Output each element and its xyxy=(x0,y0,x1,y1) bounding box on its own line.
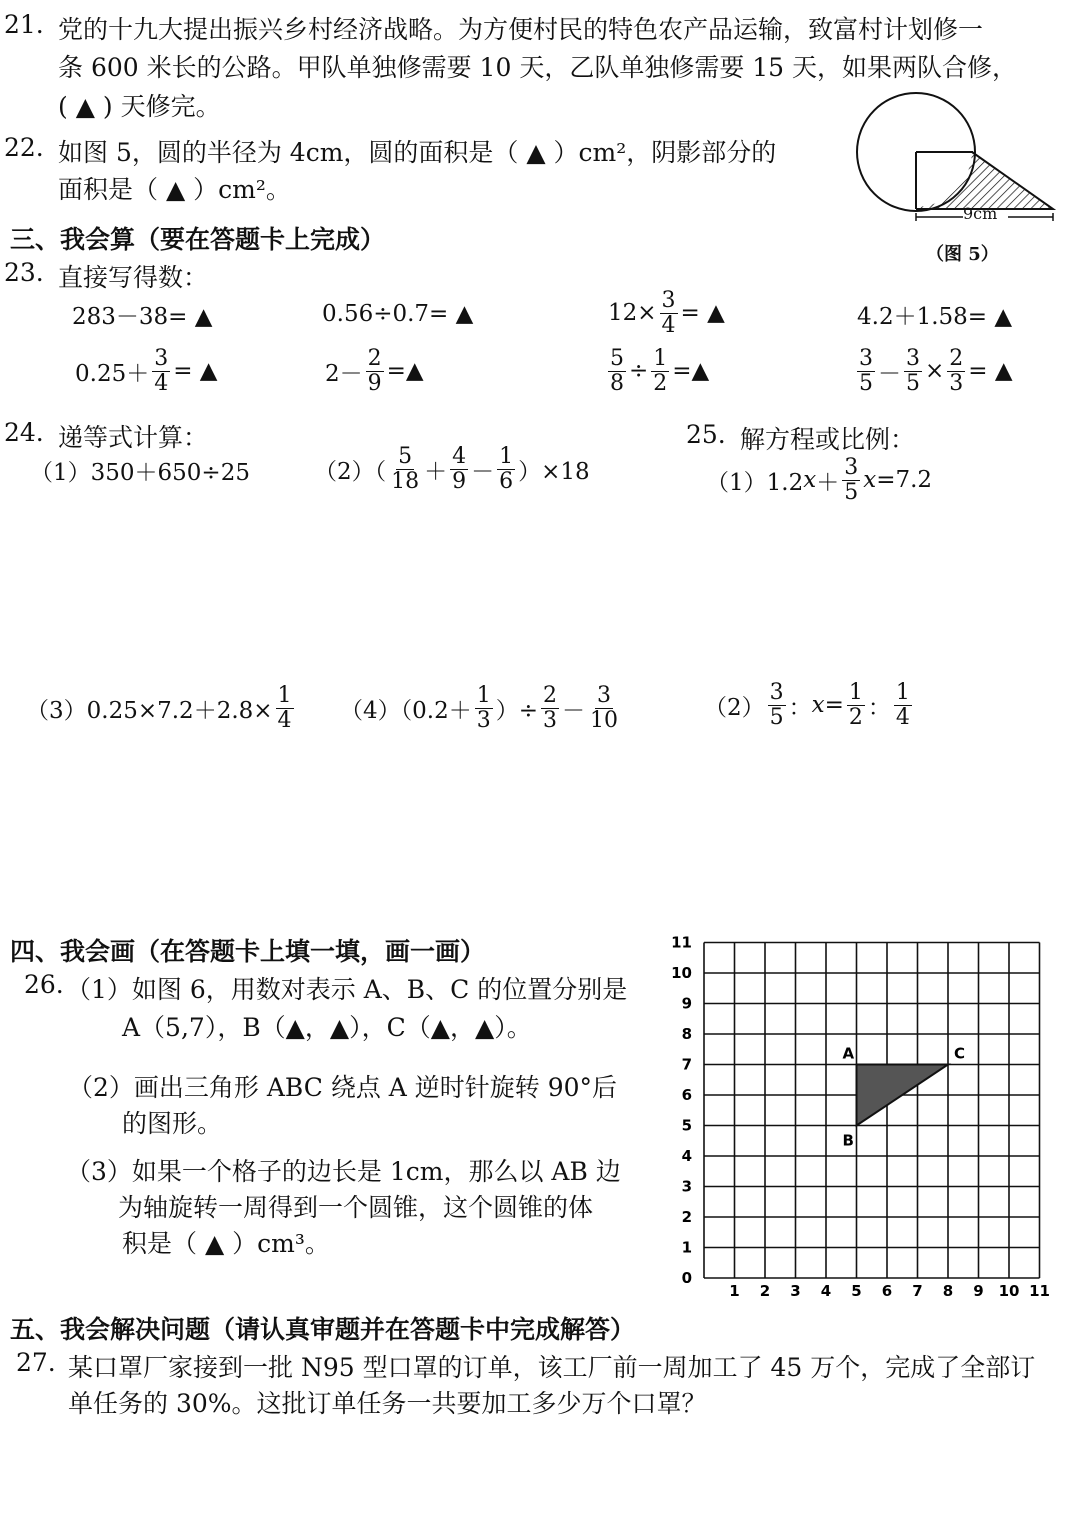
grid-x-label: 5 xyxy=(851,1282,862,1300)
q23-title: 直接写得数： xyxy=(58,263,209,292)
section-3-title: 三、我会算（要在答题卡上完成） xyxy=(10,225,386,254)
grid-y-label: 5 xyxy=(681,1116,692,1135)
q22-line2: 面积是（ ▲ ）cm²。 xyxy=(58,175,291,204)
q26-part2-line1: （2）画出三角形 ABC 绕点 A 逆时针旋转 90°后 xyxy=(68,1073,618,1102)
grid-y-label: 7 xyxy=(681,1055,692,1074)
q23-expr-7: $\frac{5}{8}$ ÷ $\frac{1}{2}$ =▲ xyxy=(610,345,710,396)
q23-expr-2: 0.56÷0.7= ▲ xyxy=(322,301,474,327)
q24-part-1: （1）350＋650÷25 xyxy=(30,459,250,486)
grid-y-label: 3 xyxy=(681,1177,692,1196)
q21-line1: 党的十九大提出振兴乡村经济战略。为方便村民的特色农产品运输，致富村计划修一 xyxy=(58,15,984,44)
fig5-dimension-label: 9cm xyxy=(963,204,998,223)
point-label-b: B xyxy=(842,1131,854,1150)
q26-part3-line3: 积是（ ▲ ）cm³。 xyxy=(122,1229,330,1258)
grid-y-label: 0 xyxy=(681,1269,692,1287)
q21-line2: 条 600 米长的公路。甲队单独修需要 10 天，乙队单独修需要 15 天，如果两队合修， xyxy=(58,53,1018,82)
q26-part3-line2: 为轴旋转一周得到一个圆锥，这个圆锥的体 xyxy=(118,1193,594,1222)
grid-y-label: 8 xyxy=(681,1025,692,1043)
q23-expr-8: $\frac{3}{5}$ － $\frac{3}{5}$ × $\frac{2}{3}$ = ▲ xyxy=(859,345,1013,396)
q24-title: 递等式计算： xyxy=(58,423,209,452)
q23-expr-1: 283－38= ▲ xyxy=(72,303,213,330)
q23-expr-4: 4.2＋1.58= ▲ xyxy=(857,303,1013,330)
q27-number: 27. xyxy=(16,1348,56,1377)
q23-expr-3: 12× $\frac{3}{4}$ = ▲ xyxy=(608,287,725,338)
grid-x-label: 2 xyxy=(759,1282,771,1300)
grid-x-label: 1 xyxy=(729,1282,740,1300)
point-label-c: C xyxy=(954,1044,966,1063)
q24-number: 24. xyxy=(4,418,44,447)
grid-x-label: 7 xyxy=(912,1282,923,1300)
grid-x-label: 6 xyxy=(881,1282,893,1300)
q25-title: 解方程或比例： xyxy=(740,425,916,454)
q24-part-2: （2）（ $\frac{5}{18}$ ＋ $\frac{4}{9}$ － $\frac{1}{6}$ ）×18 xyxy=(314,443,590,494)
q25-part-1: （1）1.2 x ＋ $\frac{3}{5}$ x =7.2 xyxy=(706,454,933,505)
q21-number: 21. xyxy=(4,10,44,39)
grid-y-label: 6 xyxy=(681,1086,692,1104)
grid-x-labels xyxy=(729,1282,1050,1300)
grid-x-label: 11 xyxy=(1029,1282,1050,1300)
q27-line2: 单任务的 30%。这批订单任务一共要加工多少万个口罩？ xyxy=(68,1389,707,1418)
grid-x-label: 4 xyxy=(820,1282,832,1300)
q23-expr-6: 2－ $\frac{2}{9}$ =▲ xyxy=(325,345,424,396)
q24-part-4: （4）（0.2＋ $\frac{1}{3}$ ）÷ $\frac{2}{3}$ － $\frac{3}{10}$ xyxy=(340,682,618,733)
q22-line1: 如图 5，圆的半径为 4cm，圆的面积是（ ▲ ）cm²，阴影部分的 xyxy=(58,138,777,167)
q23-expr-5: 0.25＋ $\frac{3}{4}$ = ▲ xyxy=(75,345,218,396)
grid-y-label: 1 xyxy=(681,1238,692,1257)
grid-x-label: 3 xyxy=(790,1282,801,1300)
point-label-a: A xyxy=(842,1044,855,1063)
grid-x-label: 8 xyxy=(942,1282,954,1300)
q24-part-3: （3）0.25×7.2＋2.8× $\frac{1}{4}$ xyxy=(26,682,292,733)
grid-x-label: 10 xyxy=(998,1282,1020,1300)
q22-number: 22. xyxy=(4,133,44,162)
q26-part1-line1: （1）如图 6，用数对表示 A、B、C 的位置分别是 xyxy=(66,975,628,1004)
section-5-title: 五、我会解决问题（请认真审题并在答题卡中完成解答） xyxy=(10,1315,636,1344)
q25-part-2: （2） $\frac{3}{5}$ ： x = $\frac{1}{2}$ ： $\frac{1}{4}$ xyxy=(704,679,910,730)
grid-y-label: 11 xyxy=(671,933,692,952)
grid-x-label: 9 xyxy=(973,1282,984,1300)
grid-y-label: 10 xyxy=(671,964,692,982)
q25-number: 25. xyxy=(686,420,726,449)
triangle-abc xyxy=(843,1045,966,1150)
fig5-caption: （图 5） xyxy=(926,244,999,265)
grid-y-label: 4 xyxy=(681,1147,692,1165)
q26-number: 26. xyxy=(24,970,64,999)
q27-line1: 某口罩厂家接到一批 N95 型口罩的订单，该工厂前一周加工了 45 万个，完成了全部订 xyxy=(68,1353,1036,1382)
q26-part3-line1: （3）如果一个格子的边长是 1cm，那么以 AB 边 xyxy=(66,1157,621,1186)
q26-part2-line2: 的图形。 xyxy=(122,1109,223,1138)
q26-part1-line2: A（5,7），B（▲，▲），C（▲，▲）。 xyxy=(122,1013,532,1042)
grid-y-label: 9 xyxy=(681,994,692,1013)
figure-6-grid xyxy=(668,932,1078,1304)
figure-5 xyxy=(850,92,1065,232)
grid-y-labels xyxy=(671,934,692,1288)
section-4-title: 四、我会画（在答题卡上填一填，画一画） xyxy=(10,937,486,966)
q21-line3: ( ▲ ) 天修完。 xyxy=(58,92,221,121)
grid-y-label: 2 xyxy=(681,1208,692,1226)
q23-number: 23. xyxy=(4,258,44,287)
